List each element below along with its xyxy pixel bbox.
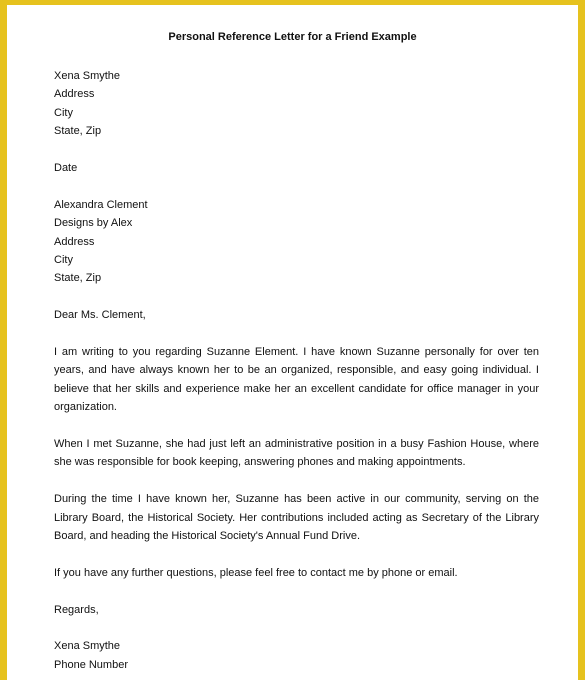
signature-name: Xena Smythe bbox=[54, 640, 121, 653]
paragraph: I am writing to you regarding Suzanne Element. I have known Suzanne personally for over ten years, and have always known her to be an organized, responsible, and easy going individual. I believe that her skills and experience make her an excellent candidate for office manager in your organization. bbox=[54, 346, 539, 414]
letter-title: Personal Reference Letter for a Friend Example bbox=[168, 31, 417, 43]
sender-city: City bbox=[54, 106, 73, 119]
signature-block bbox=[54, 637, 539, 674]
recipient-street: Address bbox=[54, 235, 95, 248]
letter-body bbox=[54, 67, 539, 674]
sender-state-zip: State, Zip bbox=[54, 125, 102, 138]
recipient-state-zip: State, Zip bbox=[54, 272, 102, 285]
paragraph: When I met Suzanne, she had just left an administrative position in a busy Fashion House, where she was responsible for book keeping, answering phones and making appointments. bbox=[54, 438, 539, 469]
letter-page bbox=[7, 5, 578, 680]
recipient-company: Designs by Alex bbox=[54, 217, 133, 230]
recipient-name: Alexandra Clement bbox=[54, 198, 148, 211]
paragraph: If you have any further questions, please feel free to contact me by phone or email. bbox=[54, 566, 458, 579]
date-text: Date bbox=[54, 162, 78, 175]
sender-street: Address bbox=[54, 88, 95, 101]
recipient-address bbox=[54, 196, 539, 288]
paragraph: During the time I have known her, Suzanne has been active in our community, serving on the Library Board, the Historical Society. Her contributions included acting as Secretary of the Library Board, and heading the Historical Society's Annual Fund Drive. bbox=[54, 493, 539, 543]
sender-address bbox=[54, 67, 539, 141]
signature-phone: Phone Number bbox=[54, 658, 128, 671]
sender-name: Xena Smythe bbox=[54, 70, 121, 82]
salutation: Dear Ms. Clement, bbox=[54, 309, 146, 322]
letter-date bbox=[54, 159, 539, 177]
recipient-city: City bbox=[54, 254, 73, 267]
closing: Regards, bbox=[54, 603, 99, 616]
